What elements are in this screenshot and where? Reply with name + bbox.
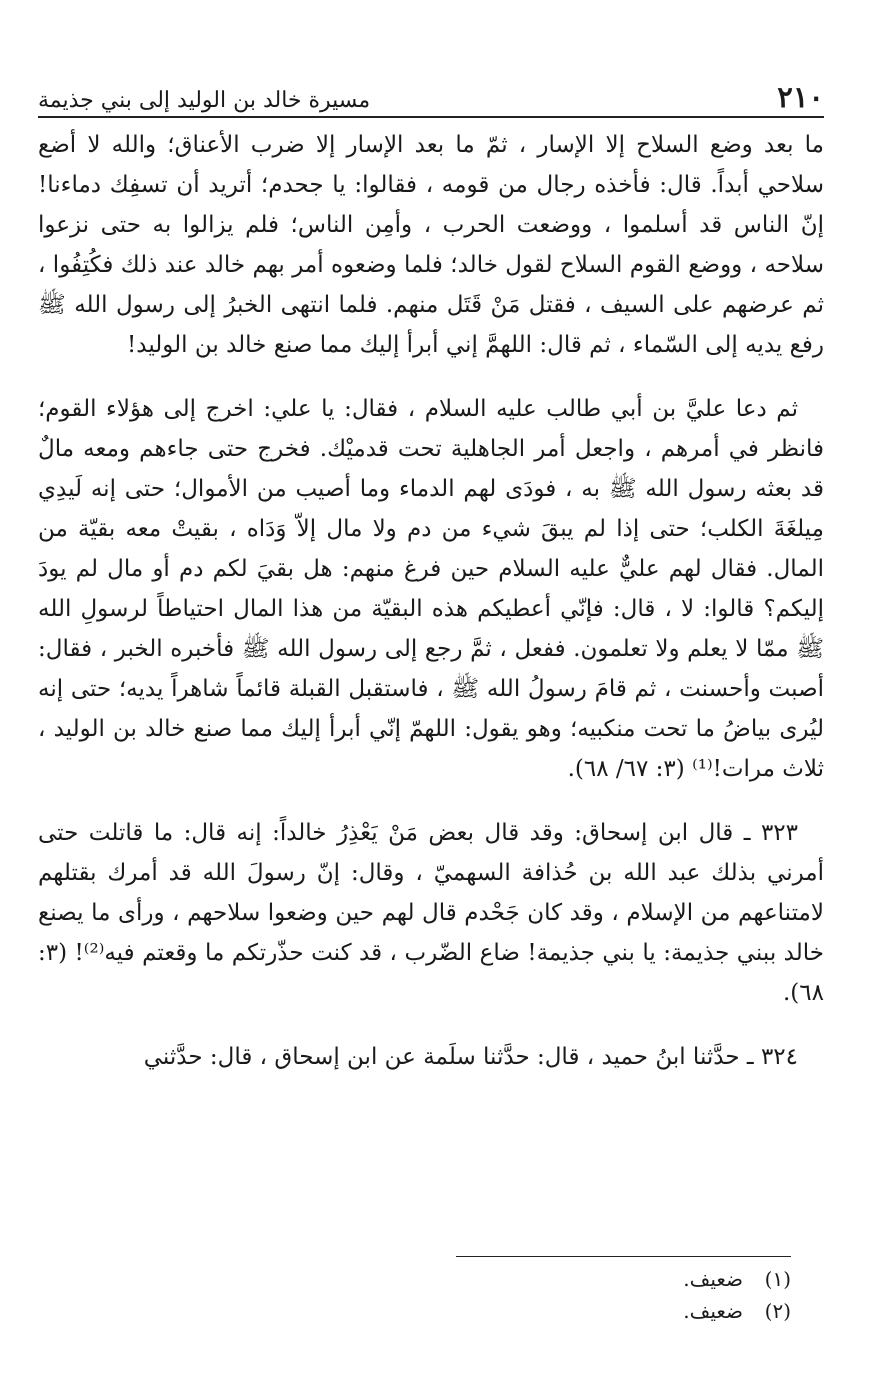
page-number: ٢١٠ <box>777 80 824 114</box>
footnote-2 <box>456 1295 791 1327</box>
paragraph-323: ٣٢٣ ـ قال ابن إسحاق: وقد قال بعض مَنْ يَعْذِرُ خالداً: إنه قال: ما قاتلت حتى أمرني بذلك عبد الله بن حُذافة السهميّ ، وقال: إنّ رسولَ الله قد أمرك بقتلهم لامتناعهم من الإسلام ، وقد كان جَحْدم قال لهم حين وضعوا سلاحهم ، ورأى ما يصنع خالد ببني جذيمة: يا بني جذيمة! ضاع الضّرب ، قد كنت حذّرتكم ما وقعتم فيه⁽²⁾! (٣: ٦٨). <box>38 820 824 1006</box>
footnote-text: ضعيف. <box>683 1299 743 1323</box>
footnote-number: (٢) <box>764 1299 791 1323</box>
footnote-text: ضعيف. <box>683 1267 743 1291</box>
paragraph-1: ما بعد وضع السلاح إلا الإسار ، ثمّ ما بعد الإسار إلا ضرب الأعناق؛ والله لا أضع سلاحي أبداً. قال: فأخذه رجال من قومه ، فقالوا: يا جحدم؛ أتريد أن تسفِك دماءنا! إنّ الناس قد أسلموا ، ووضعت الحرب ، وأمِن الناس؛ فلم يزالوا به حتى نزعوا سلاحه ، ووضع القوم السلاح لقول خالد؛ فلما وضعوه أمر بهم خالد عند ذلك فكُتِفُوا ، ثم عرضهم على السيف ، فقتل مَنْ قَتَل منهم. فلما انتهى الخبرُ إلى رسول الله ﷺ رفع يديه إلى السّماء ، ثم قال: اللهمَّ إني أبرأ إليك مما صنع خالد بن الوليد! <box>38 132 824 358</box>
footnote-divider <box>456 1256 791 1257</box>
running-title: مسيرة خالد بن الوليد إلى بني جذيمة <box>38 88 371 113</box>
paragraph-2: ثم دعا عليَّ بن أبي طالب عليه السلام ، فقال: يا علي: اخرج إلى هؤلاء القوم؛ فانظر في أمرهم ، واجعل أمر الجاهلية تحت قدميْك. فخرج حتى جاءهم ومعه مالٌ قد بعثه رسول الله ﷺ به ، فودَى لهم الدماء وما أصيب من الأموال؛ حتى إنه لَيدِي مِيلغَةَ الكلب؛ حتى إذا لم يبقَ شيء من دم ولا مال إلاّ وَدَاه ، بقيتْ معه بقيّة من المال. فقال لهم عليٌّ عليه السلام حين فرغ منهم: هل بقيَ لكم دم أو مال لم يودَ إليكم؟ قالوا: لا ، قال: فإنّي أعطيكم هذه البقيّة من هذا المال احتياطاً لرسولِ الله ﷺ ممّا لا يعلم ولا تعلمون. ففعل ، ثمَّ رجع إلى رسول الله ﷺ فأخبره الخبر ، فقال: أصبت وأحسنت ، ثم قامَ رسولُ الله ﷺ ، فاستقبل القبلة قائماً شاهراً يديه؛ حتى إنه ليُرى بياضُ ما تحت منكبيه؛ وهو يقول: اللهمّ إنّي أبرأ إليك مما صنع خالد بن الوليد ، ثلاث مرات!⁽¹⁾ (٣: ٦٧/ ٦٨). <box>38 396 824 782</box>
paragraph-324: ٣٢٤ ـ حدَّثنا ابنُ حميد ، قال: حدَّثنا سلَمة عن ابن إسحاق ، قال: حدَّثني <box>143 1044 798 1070</box>
page-body <box>38 125 824 1101</box>
page-header <box>38 76 824 118</box>
footnotes <box>456 1263 791 1327</box>
footnote-1 <box>456 1263 791 1295</box>
footnote-number: (١) <box>764 1267 791 1291</box>
